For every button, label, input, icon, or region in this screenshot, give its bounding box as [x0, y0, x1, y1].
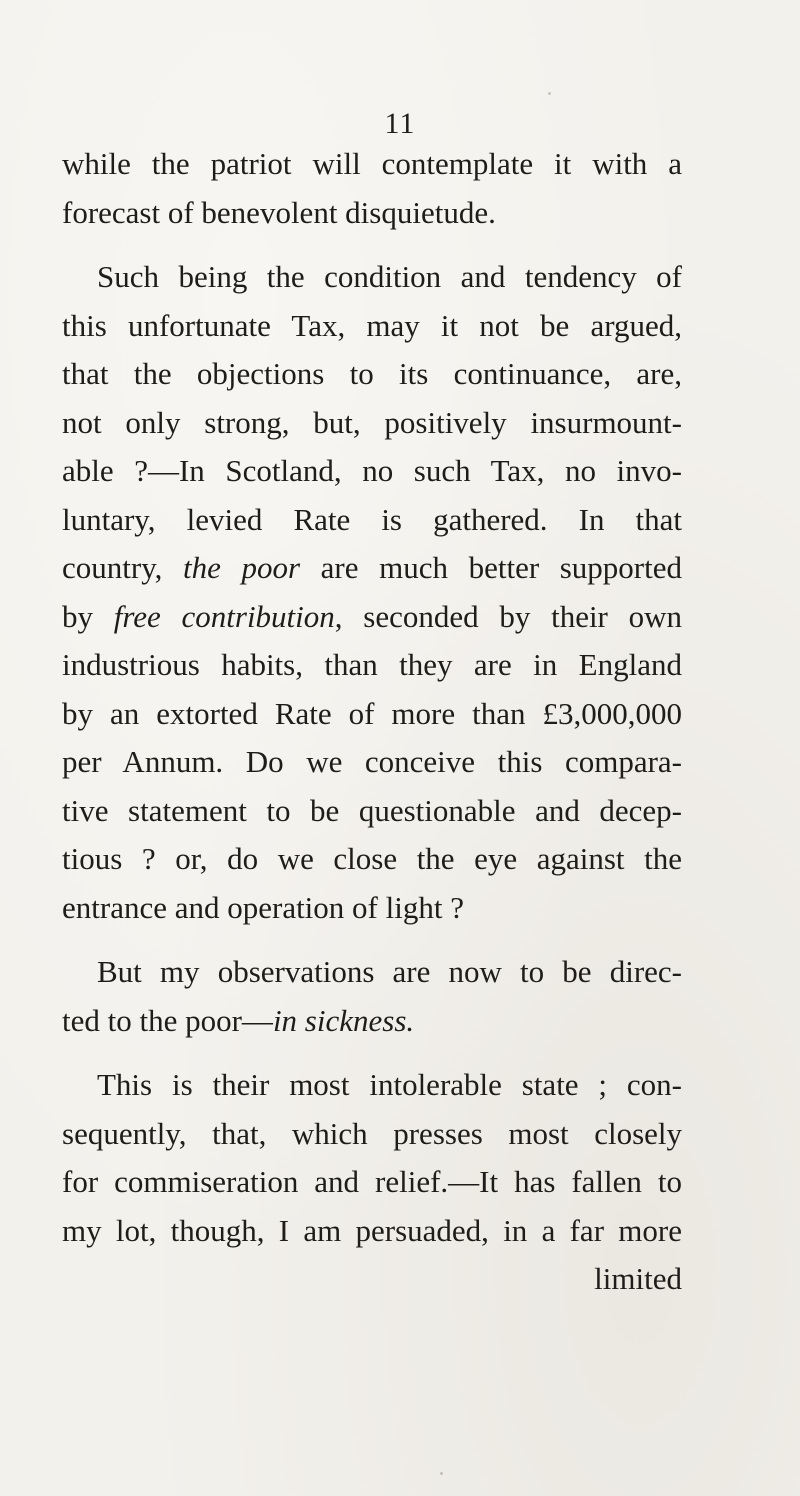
- text-line: [62, 496, 682, 545]
- text-line: [62, 884, 682, 933]
- text-run: for commiseration and relief.—It has fallen to: [62, 1164, 682, 1199]
- text-run: tive statement to be questionable and decep-: [62, 792, 682, 828]
- paragraph-gap: [62, 237, 682, 253]
- text-run: not only strong, but, positively insurmount-: [62, 404, 682, 440]
- text-line: [62, 690, 682, 739]
- text-line: [62, 835, 682, 884]
- text-run: while the patriot will contemplate it with a: [62, 146, 682, 181]
- italic-text: the poor: [183, 550, 301, 585]
- paper-speck: [622, 420, 624, 422]
- paragraph-gap: [62, 1045, 682, 1061]
- text-line: [62, 189, 682, 238]
- text-line: [62, 350, 682, 399]
- text-line: [62, 302, 682, 351]
- text-line: [62, 447, 682, 496]
- paragraph-gap: [62, 932, 682, 948]
- text-line: [62, 253, 682, 302]
- text-line: [62, 1061, 682, 1110]
- text-line: [62, 399, 682, 448]
- text-run: this unfortunate Tax, may it not be argued,: [62, 307, 682, 343]
- text-line: [62, 641, 682, 690]
- text-run: sequently, that, which presses most closely: [62, 1115, 682, 1151]
- text-run: Such being the condition and tendency of: [97, 259, 682, 294]
- text-run: are much better supported: [300, 550, 683, 585]
- text-run: But my observations are now to be direc-: [97, 954, 682, 989]
- text-line: [62, 787, 682, 836]
- italic-text: in sickness.: [272, 1002, 415, 1038]
- text-run: industrious habits, than they are in England: [62, 647, 682, 682]
- paper-speck: [440, 1472, 443, 1475]
- paragraph-p3: [62, 948, 682, 1045]
- text-line: [62, 948, 682, 997]
- text-line: [62, 140, 682, 189]
- text-run: ted to the poor—: [62, 1002, 273, 1038]
- text-line: [62, 1207, 682, 1256]
- italic-text: free contribution: [113, 598, 335, 634]
- paper-speck: [548, 92, 551, 95]
- catchword: limited: [594, 1261, 682, 1296]
- text-run: entrance and operation of light ?: [62, 889, 464, 925]
- text-run: my lot, though, I am persuaded, in a far more: [62, 1212, 682, 1248]
- text-run: country,: [62, 550, 184, 585]
- body-text: [62, 140, 682, 1304]
- text-line: [62, 738, 682, 787]
- text-run: able ?—In Scotland, no such Tax, no invo-: [62, 453, 682, 488]
- paragraph-p1: [62, 140, 682, 237]
- text-run: by: [62, 598, 114, 634]
- paragraph-p2: [62, 253, 682, 932]
- text-line: [62, 997, 682, 1046]
- text-run: tious ? or, do we close the eye against the: [62, 841, 682, 876]
- text-run: forecast of benevolent disquietude.: [62, 194, 496, 230]
- text-line: [62, 593, 682, 642]
- text-run: luntary, levied Rate is gathered. In that: [62, 501, 682, 537]
- text-run: that the objections to its continuance, are,: [62, 356, 682, 391]
- text-run: by an extorted Rate of more than £3,000,000: [62, 695, 682, 731]
- text-line: [62, 1158, 682, 1207]
- text-run: This is their most intolerable state ; con-: [97, 1067, 682, 1102]
- text-line: [62, 544, 682, 593]
- page-number: 11: [384, 107, 416, 140]
- text-run: per Annum. Do we conceive this compara-: [62, 744, 682, 779]
- text-line: [62, 1110, 682, 1159]
- paragraph-p4: [62, 1061, 682, 1255]
- text-run: , seconded by their own: [334, 598, 683, 634]
